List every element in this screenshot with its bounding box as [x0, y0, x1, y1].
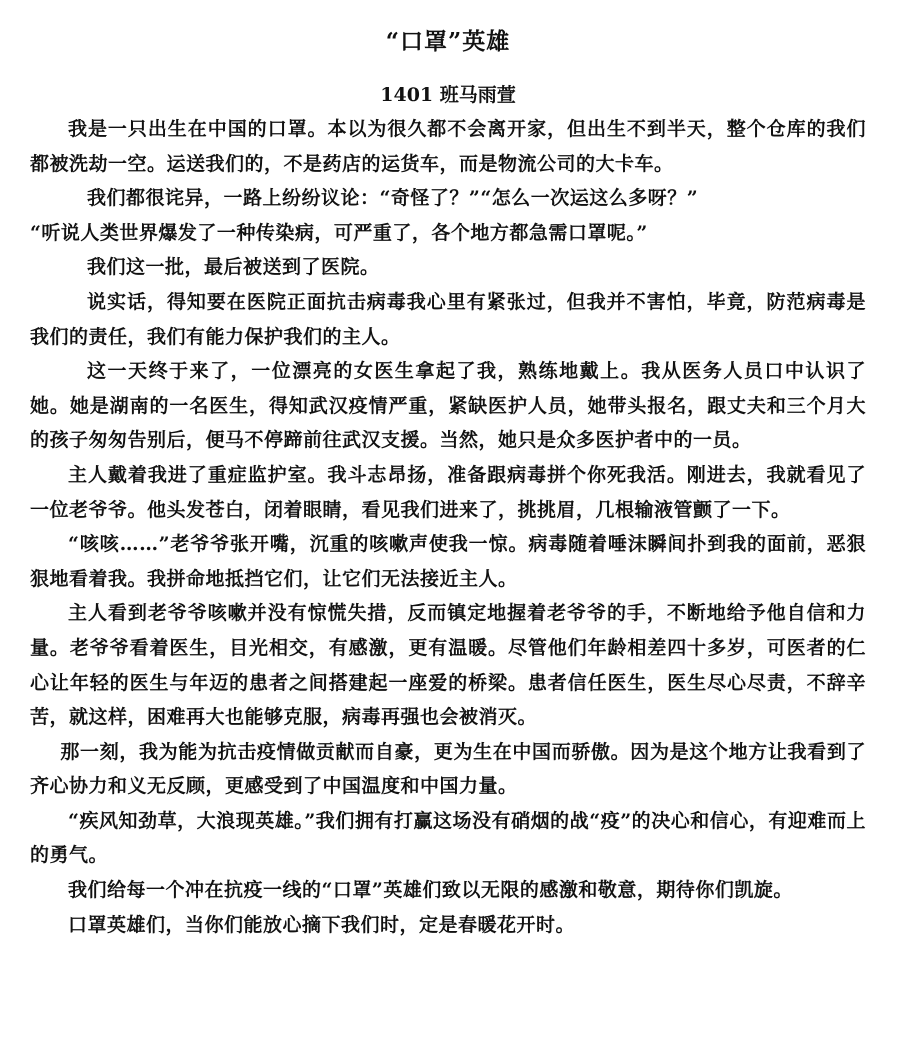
paragraph: 我是一只出生在中国的口罩。本以为很久都不会离开家，但出生不到半天，整个仓库的我们都被洗劫一空。运送我们的，不是药店的运货车，而是物流公司的大卡车。 [30, 118, 866, 175]
paragraph: 那一刻，我为能为抗击疫情做贡献而自豪，更为生在中国而骄傲。因为是这个地方让我看到了齐心协力和义无反顾，更感受到了中国温度和中国力量。 [30, 740, 866, 798]
paragraph: 主人看到老爷爷咳嗽并没有惊慌失措，反而镇定地握着老爷爷的手，不断地给予他自信和力量。老爷爷看着医生，目光相交，有感激，更有温暖。尽管他们年龄相差四十多岁，可医者的仁心让年轻的医生与年迈的患者之间搭建起一座爱的桥梁。患者信任医生，医生尽心尽责，不辞辛苦，就这样，困难再大也能够克服，病毒再强也会被消灭。 [30, 602, 866, 729]
author-line: 1401 班马雨萱 [380, 84, 516, 106]
paragraph: 说实话，得知要在医院正面抗击病毒我心里有紧张过，但我并不害怕，毕竟，防范病毒是我们的责任，我们有能力保护我们的主人。 [30, 290, 866, 348]
paragraph: “听说人类世界爆发了一种传染病，可严重了，各个地方都急需口罩呢。” [30, 221, 648, 244]
paragraph: “咳咳……”老爷爷张开嘴，沉重的咳嗽声使我一惊。病毒随着唾沫瞬间扑到我的面前，恶狠狠地看着我。我拼命地抵挡它们，让它们无法接近主人。 [30, 533, 866, 590]
essay-title: “口罩”英雄 [385, 28, 511, 55]
paragraph: 我们都很诧异，一路上纷纷议论：“奇怪了？”“怎么一次运这么多呀？” [87, 187, 699, 210]
essay-page [30, 22, 866, 942]
paragraph: 我们这一批，最后被送到了医院。 [87, 256, 380, 279]
paragraph: 口罩英雄们，当你们能放心摘下我们时，定是春暖花开时。 [68, 913, 576, 936]
paragraph: “疾风知劲草，大浪现英雄。”我们拥有打赢这场没有硝烟的战“疫”的决心和信心，有迎难而上的勇气。 [30, 809, 866, 867]
paragraph: 主人戴着我进了重症监护室。我斗志昂扬，准备跟病毒拼个你死我活。刚进去，我就看见了一位老爷爷。他头发苍白，闭着眼睛，看见我们进来了，挑挑眉，几根输液管颤了一下。 [30, 463, 866, 521]
paragraph: 这一天终于来了，一位漂亮的女医生拿起了我，熟练地戴上。我从医务人员口中认识了她。她是湖南的一名医生，得知武汉疫情严重，紧缺医护人员，她带头报名，跟丈夫和三个月大的孩子匆匆告别后，便马不停蹄前往武汉支援。当然，她只是众多医护者中的一员。 [30, 360, 866, 452]
paragraph: 我们给每一个冲在抗疫一线的“口罩”英雄们致以无限的感激和敬意，期待你们凯旋。 [68, 879, 793, 902]
